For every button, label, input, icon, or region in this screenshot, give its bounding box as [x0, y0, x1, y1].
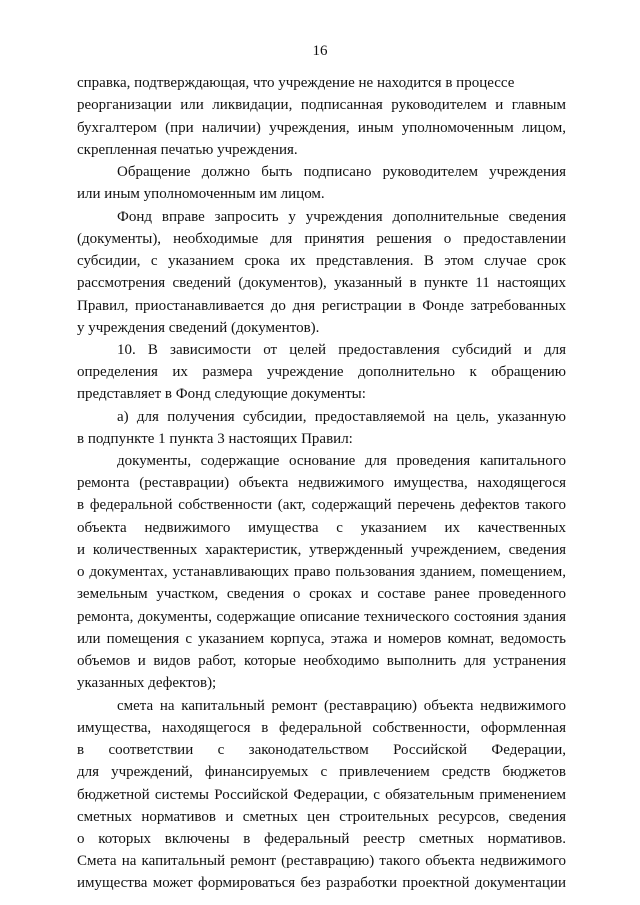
text-line: скрепленная печатью учреждения. — [77, 142, 298, 158]
text-line: имущества, находящегося в федеральной собственности, оформленная — [77, 720, 566, 736]
text-line: Смета на капитальный ремонт (реставрацию) такого объекта недвижимого — [77, 853, 566, 869]
text-line: в соответствии с законодательством Российской Федерации, — [77, 742, 566, 758]
text-line: указанных дефектов); — [77, 675, 217, 691]
text-line: смета на капитальный ремонт (реставрацию) объекта недвижимого — [117, 698, 566, 714]
text-line: или помещения с указанием корпуса, этажа и номеров комнат, ведомость — [77, 631, 566, 647]
text-line: или иным уполномоченным им лицом. — [77, 186, 325, 202]
text-line: (документы), необходимые для принятия решения о предоставлении — [77, 231, 566, 247]
text-line: субсидии, с указанием срока их представления. В этом случае срок — [77, 253, 566, 269]
text-line: бюджетной системы Российской Федерации, с обязательным применением — [77, 787, 566, 803]
text-line: ремонта (реставрации) объекта недвижимого имущества, находящегося — [77, 475, 566, 491]
text-line: реорганизации или ликвидации, подписанная руководителем и главным — [77, 97, 566, 113]
text-line: Обращение должно быть подписано руководителем учреждения — [117, 164, 566, 180]
text-line: имущества может формироваться без разработки проектной документации — [77, 875, 566, 891]
text-line: определения их размера учреждение дополнительно к обращению — [77, 364, 566, 380]
text-line: о документах, устанавливающих право пользования зданием, помещением, — [77, 564, 566, 580]
text-line: справка, подтверждающая, что учреждение не находится в процессе — [77, 75, 515, 91]
text-line: 10. В зависимости от целей предоставления субсидий и для — [117, 342, 566, 358]
text-line: сметных нормативов и сметных цен строительных ресурсов, сведения — [77, 809, 566, 825]
text-line: в подпункте 1 пункта 3 настоящих Правил: — [77, 431, 353, 447]
text-line: и количественных характеристик, утвержденный учреждением, сведения — [77, 542, 566, 558]
text-line: для учреждений, финансируемых с привлечением средств бюджетов — [77, 764, 566, 780]
text-line: у учреждения сведений (документов). — [77, 320, 320, 336]
text-line: в федеральной собственности (акт, содержащий перечень дефектов такого — [77, 497, 566, 513]
text-line: о которых включены в федеральный реестр сметных нормативов. — [77, 831, 566, 847]
text-line: а) для получения субсидии, предоставляемой на цель, указанную — [117, 409, 566, 425]
text-line: ремонта, документы, содержащие описание технического состояния здания — [77, 609, 566, 625]
text-line: рассмотрения сведений (документов), указанный в пункте 11 настоящих — [77, 275, 566, 291]
text-line: Фонд вправе запросить у учреждения дополнительные сведения — [117, 209, 566, 225]
text-line: объемов и видов работ, которые необходимо выполнить для устранения — [77, 653, 566, 669]
page-number: 16 — [312, 43, 328, 59]
text-line: представляет в Фонд следующие документы: — [77, 386, 366, 402]
text-line: земельным участком, сведения о сроках и составе ранее проведенного — [77, 586, 566, 602]
text-line: документы, содержащие основание для проведения капитального — [117, 453, 566, 469]
text-line: объекта недвижимого имущества с указанием их качественных — [77, 520, 566, 536]
text-line: бухгалтером (при наличии) учреждения, иным уполномоченным лицом, — [77, 120, 566, 136]
text-line: Правил, приостанавливается до дня регистрации в Фонде затребованных — [77, 298, 566, 314]
